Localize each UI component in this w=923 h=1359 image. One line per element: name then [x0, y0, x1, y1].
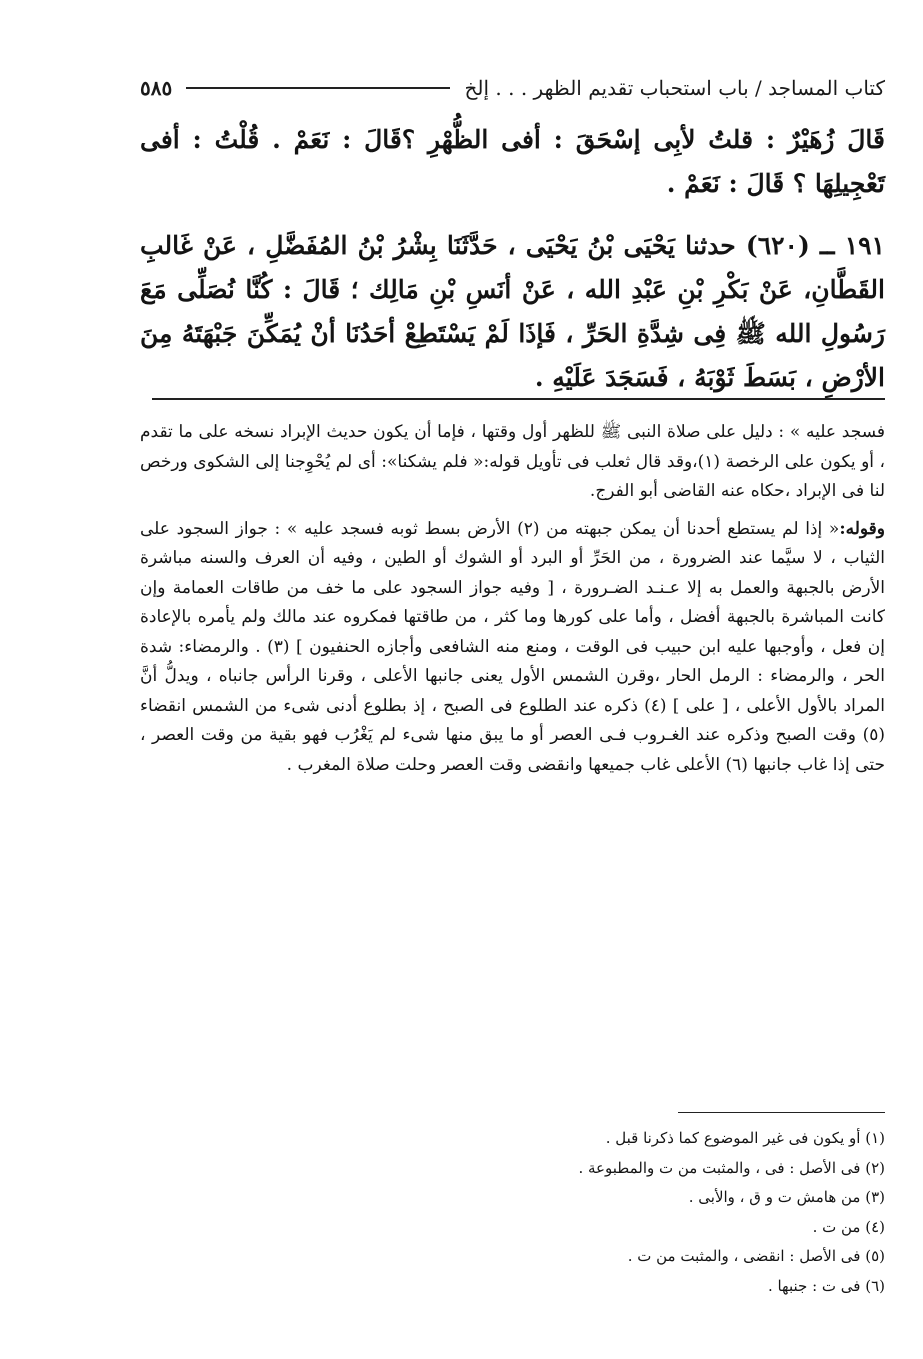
commentary-paragraph-2-body: « إذا لم يستطع أحدنا أن يمكن جبهته من (٢) الأرض بسط ثوبه فسجد عليه » : جواز السجود على الثياب ، لا سيَّما عند الضرورة ، من الحَرِّ أو البرد أو الشوك أو الطين ، وفيه أن العرف والسنه مباشرة الأرض بالجبهة والعمل به إلا عـنـد الضـرورة ، [ وفيه جواز السجود على ما خف من طاقات العمامة وإن كانت المباشرة بالجبهة أفضل ، وأما على كورها وما كثر ، من طاقتها فمكروه عند مالك ولم يأمره بالإعادة إن فعل ، وأوجبها عليه ابن حبيب فى الوقت ، ومنع منه الشافعى وأجازه الحنفيون ] (٣) . والرمضاء: شدة الحر ، والرمضاء : الرمل الحار ،وقرن الشمس الأول يعنى جانبها الأعلى ، وقرنا الرأس جانباه ، ويدلُّ أنَّ المراد بالأول الأعلى ، [ على ] (٤) ذكره عند الطلوع فى الصبح ، إذ بطلوع أدنى شىء من الشمس انقضاء (٥) وقت الصبح وذكره عند الغـروب فـى العصر أو ما يبق منها شىء لم يَغْرُب فهو بقية من وقت العصر ، حتى إذا غاب جانبها (٦) الأعلى غاب جميعها وانقضى وقت العصر وحلت صلاة المغرب . — [140, 518, 885, 775]
hadith-text — [140, 118, 885, 400]
page-number: ٥٨٥ — [140, 76, 173, 100]
hadith-paragraph-2: ١٩١ ــ (٦٢٠) حدثنا يَحْيَى بْنُ يَحْيَى ، حَدَّثَنَا بِشْرُ بْنُ المُفَضَّلِ ، عَنْ غَالبِ القَطَّانِ، عَنْ بَكْرِ بْنِ عَبْدِ الله ، عَنْ أنَسِ بْنِ مَالِك ؛ قَالَ : كُنَّا نُصَلِّى مَعَ رَسُولِ الله ﷺ فِى شِدَّةِ الحَرِّ ، فَإذَا لَمْ يَسْتَطِعْ أحَدُنَا أنْ يُمَكِّنَ جَبْهَتَهُ مِنَ الأرْضِ ، بَسَطَ ثَوْبَهُ ، فَسَجَدَ عَلَيْهِ . — [140, 231, 885, 392]
footnote-4: (٤) من ت . — [812, 1217, 885, 1236]
header-title: كتاب المساجد / باب استحباب تقديم الظهر . . . إلخ — [464, 76, 885, 100]
commentary-paragraph-1: فسجد عليه » : دليل على صلاة النبى ﷺ للظهر أول وقتها ، فإما أن يكون حديث الإبراد نسخه على ما تقدم ، أو يكون على الرخصة (١)،وقد قال ثعلب فى تأويل قوله:« فلم يشكنا»: أى لم يُحْوِجنا إلى الشكوى ورخص لنا فى الإبراد ،حكاه عنه القاضى أبو الفرج. — [140, 422, 886, 501]
footnotes — [400, 1124, 885, 1301]
footnote-1: (١) أو يكون فى غير الموضوع كما ذكرنا قبل . — [605, 1129, 885, 1147]
footnote-6: (٦) فى ت : جنبها . — [767, 1276, 885, 1295]
footnote-2: (٢) فى الأصل : فى ، والمثبت من ت والمطبوعة . — [578, 1158, 885, 1177]
commentary-divider — [152, 398, 885, 400]
commentary-lead-word: وقوله: — [839, 518, 885, 539]
footnote-divider — [678, 1112, 885, 1113]
running-header — [140, 68, 885, 108]
footnote-3: (٣) من هامش ت و ق ، والأبى . — [688, 1188, 885, 1206]
commentary — [140, 418, 885, 780]
commentary-paragraph-2 — [140, 515, 885, 781]
footnote-5: (٥) فى الأصل : انقضى ، والمثبت من ت . — [627, 1247, 885, 1265]
hadith-paragraph-1: قَالَ زُهَيْرٌ : قلتُ لأبِى إسْحَقَ : أفى الظُّهْرِ ؟قَالَ : نَعَمْ . قُلْتُ : أفى تَعْجِيلِهَا ؟ قَالَ : نَعَمْ . — [140, 125, 885, 198]
header-rule — [186, 87, 450, 89]
